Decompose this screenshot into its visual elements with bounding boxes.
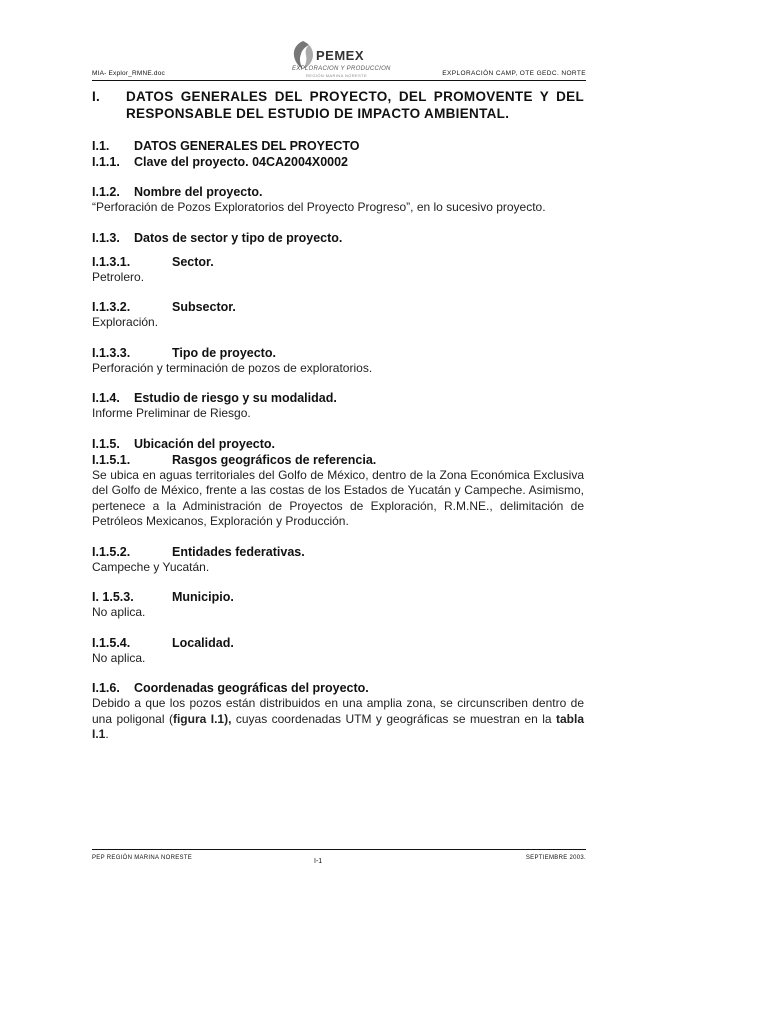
heading-title: Municipio. [172,590,234,604]
paragraph-coordinates [92,696,584,743]
heading-1-1-4 [92,390,584,406]
heading-1-1-5-2 [92,544,584,560]
heading-1-1-6 [92,680,584,696]
heading-1-1-5-1 [92,452,584,468]
coordinates-text-c: . [105,727,109,741]
document-body [92,88,584,743]
heading-title: DATOS GENERALES DEL PROYECTO [134,139,360,153]
heading-title: Localidad. [172,635,234,650]
paragraph-risk-study: Informe Preliminar de Riesgo. [92,406,251,420]
heading-number: I.1.6. [92,681,120,695]
heading-1-1-3-2 [92,299,584,315]
paragraph-project-name: “Perforación de Pozos Exploratorios del Proyecto Progreso”, en lo sucesivo proyecto. [92,200,546,214]
paragraph-geographic-features: Se ubica en aguas territoriales del Golfo de México, dentro de la Zona Económica Exclusiva del Golfo de México, frente a las costas de los Estados de Yucatán y Campeche. Asimismo, pertenece a la Administración de Proyectos de Exploración, R.M.NE., delimitación de Petróleos Mexicanos, Exploración y Producción. [92,467,584,528]
heading-number: I.1.3.3. [92,345,131,360]
heading-title: Ubicación del proyecto. [134,436,276,451]
heading-title: Subsector. [172,300,236,314]
heading-number: I.1.2. [92,185,120,199]
heading-title: Entidades federativas. [172,544,305,559]
heading-title: Nombre del proyecto. [134,185,263,199]
heading-title: Tipo de proyecto. [172,345,276,360]
page-number: I-1 [314,858,323,865]
heading-title: Clave del proyecto. 04CA2004X0002 [134,155,349,169]
heading-number: I.1.1. [92,155,120,169]
footer-date: SEPTIEMBRE 2003. [525,855,586,861]
heading-1-1-1 [92,154,584,170]
heading-number: I.1. [92,139,110,153]
paragraph-municipality: No aplica. [92,605,146,619]
heading-number: I.1.5.1. [92,452,131,467]
paragraph-federal-entities: Campeche y Yucatán. [92,559,210,574]
pemex-logo [290,38,391,78]
coordinates-text-a: Debido a que los pozos están distribuidos en una amplia zona, se circunscriben dentro de una poligonal ( [92,696,584,726]
heading-number: I.1.5.2. [92,544,131,559]
footer-region: PEP REGIÓN MARINA NORESTE [92,855,193,861]
page-footer [92,849,586,869]
heading-title: Estudio de riesgo y su modalidad. [134,391,337,405]
header-department: EXPLORACIÓN CAMP, OTE GEDC. NORTE [442,70,586,77]
section-title: DATOS GENERALES DEL PROYECTO, DEL PROMOVENTE Y DEL RESPONSABLE DEL ESTUDIO DE IMPACTO AMBIENTAL. [126,89,584,121]
heading-1-1-5 [92,436,584,452]
coordinates-text-b: cuyas coordenadas UTM y geográficas se muestran en la [231,711,556,726]
paragraph-project-type: Perforación y terminación de pozos de exploratorios. [92,360,373,375]
header-filename: MIA- Explor_RMNE.doc [92,70,165,77]
table-reference: tabla I.1 [92,711,584,741]
paragraph-subsector: Exploración. [92,315,159,329]
heading-1-1 [92,138,584,154]
header-rule [92,80,586,81]
section-number: I. [92,89,101,104]
heading-number: I.1.5. [92,436,120,451]
page-header [92,38,586,82]
heading-1-1-3 [92,230,584,246]
paragraph-locality: No aplica. [92,650,146,665]
heading-number: I. 1.5.3. [92,590,134,604]
logo-subtitle: EXPLORACION Y PRODUCCION [292,66,391,72]
heading-number: I.1.5.4. [92,635,131,650]
heading-number: I.1.3.1. [92,254,131,269]
paragraph-sector: Petrolero. [92,269,145,284]
heading-title: Coordenadas geográficas del proyecto. [134,681,369,695]
heading-number: I.1.4. [92,391,120,405]
heading-number: I.1.3.2. [92,300,131,314]
footer-rule [92,849,586,850]
heading-1-1-3-1 [92,254,584,270]
heading-title: Datos de sector y tipo de proyecto. [134,230,343,245]
logo-wordmark: PEMEX [316,48,365,63]
heading-1-1-5-3 [92,589,584,605]
section-heading [92,88,584,122]
heading-number: I.1.3. [92,230,120,245]
heading-title: Sector. [172,254,214,269]
logo-tagline: REGIÓN MARINA NORESTE [306,73,368,78]
figure-reference: figura I.1), [172,711,232,726]
heading-1-1-5-4 [92,635,584,651]
heading-title: Rasgos geográficos de referencia. [172,452,377,467]
heading-1-1-3-3 [92,345,584,361]
heading-1-1-2 [92,184,584,200]
